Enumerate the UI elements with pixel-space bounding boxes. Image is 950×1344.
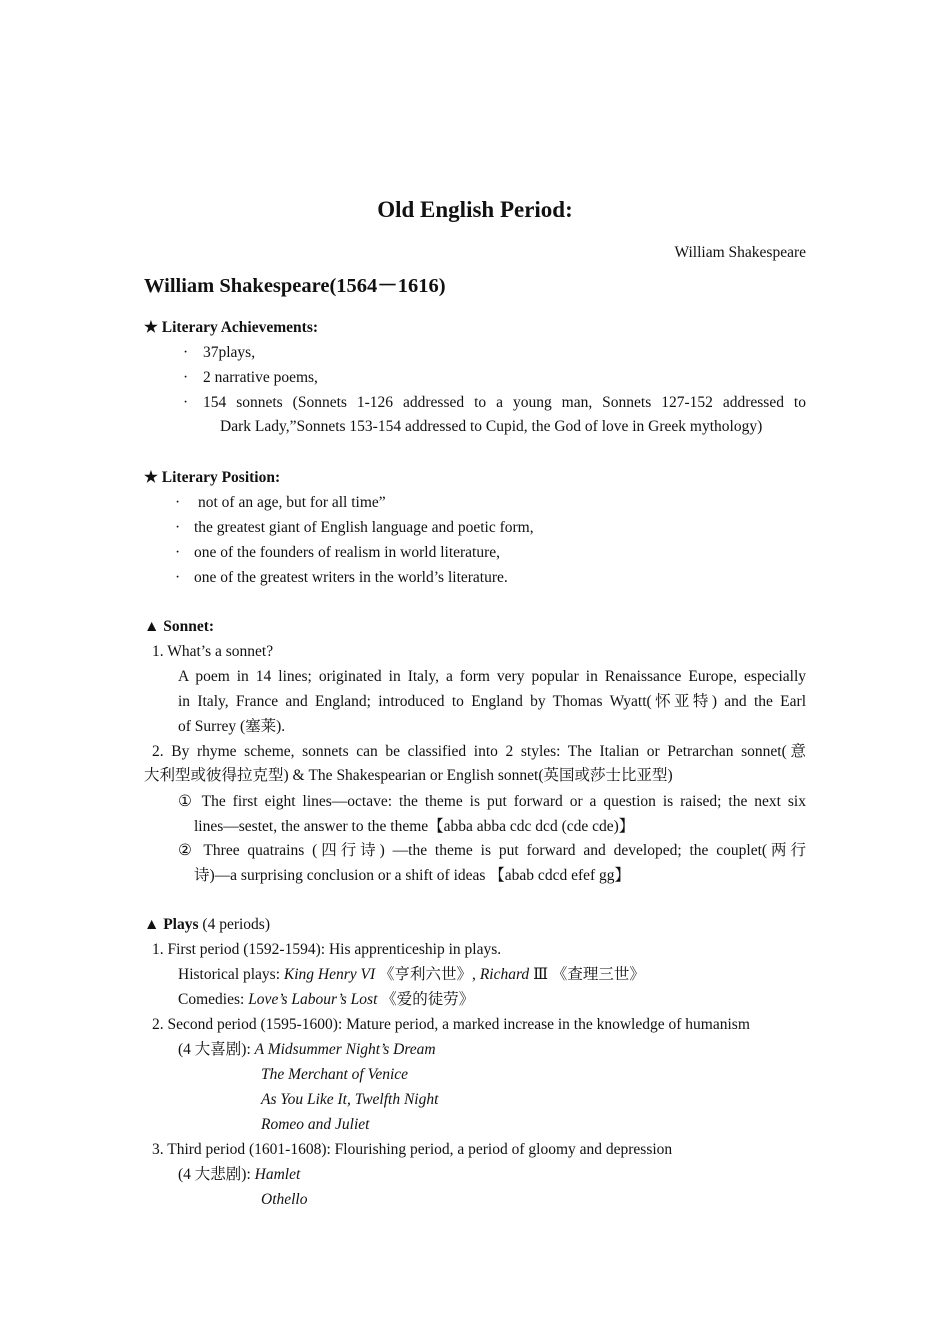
list-item: not of an age, but for all time” <box>198 494 386 511</box>
sonnet-question-2: 2. By rhyme scheme, sonnets can be classified into 2 styles: The Italian or Petrarchan sonnet(意 <box>152 743 806 760</box>
sonnet-point-1: ① The first eight lines—octave: the theme is put forward or a question is raised; the next six <box>178 793 806 810</box>
plays-label-bold: ▲ Plays <box>144 916 199 933</box>
tragedies-group-line <box>178 1165 300 1185</box>
play-title: Othello <box>261 1191 308 1208</box>
sonnet-question-1: 1. What’s a sonnet? <box>152 643 274 660</box>
sonnet-answer-1: in Italy, France and England; introduced to England by Thomas Wyatt(怀亚特) and the Earl <box>178 693 806 710</box>
second-period-line: 2. Second period (1595-1600): Mature period, a marked increase in the knowledge of humanism <box>152 1016 750 1033</box>
sonnet-answer-1: of Surrey (塞莱). <box>178 718 286 735</box>
play-title-cn: Ⅲ 《查理三世》 <box>529 966 645 983</box>
section-heading: William Shakespeare(1564－1616) <box>144 275 446 297</box>
play-title: A Midsummer Night’s Dream <box>254 1041 436 1058</box>
page-title: Old English Period: <box>377 197 573 222</box>
sonnet-answer-1: A poem in 14 lines; originated in Italy, a form very popular in Renaissance Europe, especially <box>178 668 806 685</box>
list-item: 2 narrative poems, <box>203 369 318 386</box>
third-period-line: 3. Third period (1601-1608): Flourishing period, a period of gloomy and depression <box>152 1141 673 1158</box>
plays-label <box>144 915 270 935</box>
achievements-label: ★ Literary Achievements: <box>144 319 319 336</box>
bullet: · <box>175 494 181 511</box>
list-item: one of the greatest writers in the world’s literature. <box>194 569 508 586</box>
play-title: As You Like It, Twelfth Night <box>261 1091 439 1108</box>
play-title: The Merchant of Venice <box>261 1066 409 1083</box>
sonnet-question-2: 大利型或彼得拉克型) & The Shakespearian or English sonnet(英国或莎士比亚型) <box>144 767 673 784</box>
play-title: King Henry VI <box>283 966 376 983</box>
header-author: William Shakespeare <box>674 244 806 261</box>
position-label: ★ Literary Position: <box>144 469 281 486</box>
plays-label-rest: (4 periods) <box>198 916 270 933</box>
play-title: Romeo and Juliet <box>261 1116 370 1133</box>
sonnet-point-2: 诗)—a surprising conclusion or a shift of ideas 【abab cdcd efef gg】 <box>194 867 631 884</box>
play-title: Richard <box>479 966 530 983</box>
sonnet-point-1: lines—sestet, the answer to the theme【abba abba cdc dcd (cde cde)】 <box>194 818 635 835</box>
play-title-cn: 《爱的徒劳》 <box>377 991 475 1008</box>
bullet: · <box>183 369 189 386</box>
sonnet-point-2: ② Three quatrains (四行诗) —the theme is put forward and developed; the couplet(两行 <box>178 842 806 859</box>
list-item: the greatest giant of English language and poetic form, <box>194 519 534 536</box>
list-item: 37plays, <box>203 344 256 361</box>
play-title: Hamlet <box>254 1166 301 1183</box>
comedies-label: Comedies: <box>178 991 249 1008</box>
comedies-group-label: (4 大喜剧): <box>178 1041 255 1058</box>
historical-plays-label: Historical plays: <box>178 966 284 983</box>
historical-plays-line <box>178 965 645 985</box>
bullet: · <box>175 544 181 561</box>
tragedies-group-label: (4 大悲剧): <box>178 1166 255 1183</box>
bullet: · <box>175 519 181 536</box>
sonnet-label: ▲ Sonnet: <box>144 618 215 635</box>
play-title: Love’s Labour’s Lost <box>248 991 378 1008</box>
play-title-cn: 《亨利六世》, <box>375 966 480 983</box>
bullet: · <box>183 394 189 411</box>
bullet: · <box>175 569 181 586</box>
list-item: one of the founders of realism in world literature, <box>194 544 501 561</box>
list-item-continuation: Dark Lady,”Sonnets 153-154 addressed to Cupid, the God of love in Greek mythology) <box>220 418 763 435</box>
comedies-line <box>178 990 474 1010</box>
bullet: · <box>183 344 189 361</box>
comedies-group-line <box>178 1040 436 1060</box>
first-period-line: 1. First period (1592-1594): His apprenticeship in plays. <box>152 941 502 958</box>
list-item: 154 sonnets (Sonnets 1-126 addressed to a young man, Sonnets 127-152 addressed to <box>203 394 806 411</box>
